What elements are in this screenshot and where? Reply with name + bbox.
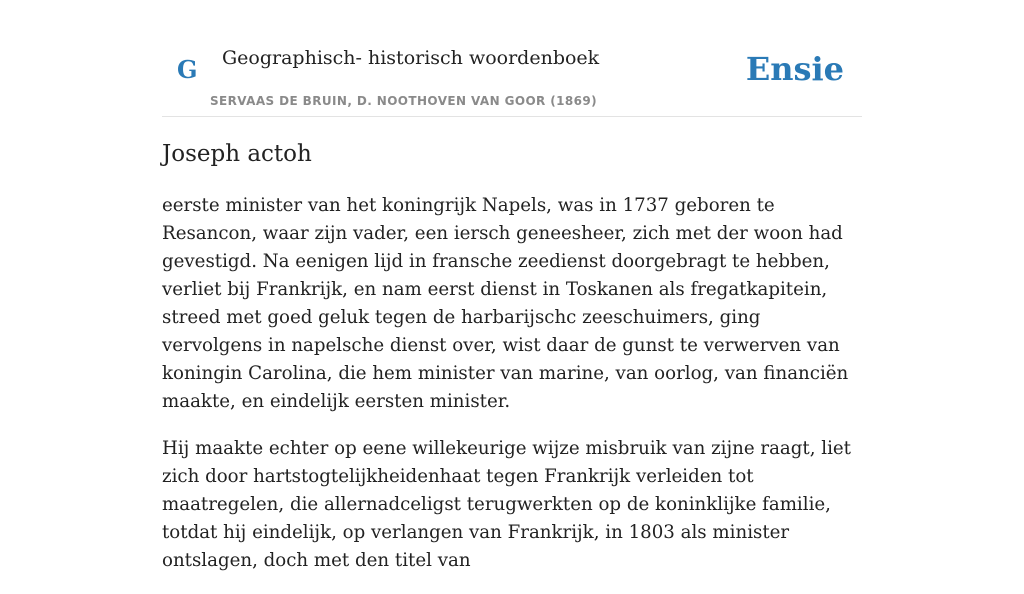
book-header (162, 0, 862, 117)
entry-body (162, 192, 862, 594)
book-letter-icon: G (177, 55, 198, 84)
book-title[interactable]: Geographisch- historisch woordenboek (222, 47, 600, 69)
entry-paragraph: Hij maakte echter op eene willekeurige wijze misbruik van zijne raagt, liet zich door hartstogtelijkheidenhaat tegen Frankrijk verleiden tot maatregelen, die allernadceligst terugwerkten op de koninklijke familie, totdat hij eindelijk, op verlangen van Frankrijk, in 1803 als minister ontslagen, doch met den titel van (162, 438, 851, 571)
entry-title: Joseph actoh (162, 141, 312, 167)
book-author: SERVAAS DE BRUIN, D. NOOTHOVEN VAN GOOR (1869) (210, 94, 598, 108)
entry-paragraph: eerste minister van het koningrijk Napels, was in 1737 geboren te Resancon, waar zijn vader, een iersch geneesheer, zich met der woon had gevestigd. Na eenigen lijd in fransche zeedienst doorgebragt te hebben, verliet bij Frankrijk, en nam eerst dienst in Toskanen als fregatkapitein, streed met goed geluk tegen de harbarijschc zeeschuimers, ging vervolgens in napelsche dienst over, wist daar de gunst te verwerven van koningin Carolina, die hem minister van marine, van oorlog, van financiën maakte, en eindelijk eersten minister. (162, 195, 849, 412)
ensie-logo[interactable]: Ensie (745, 50, 844, 88)
